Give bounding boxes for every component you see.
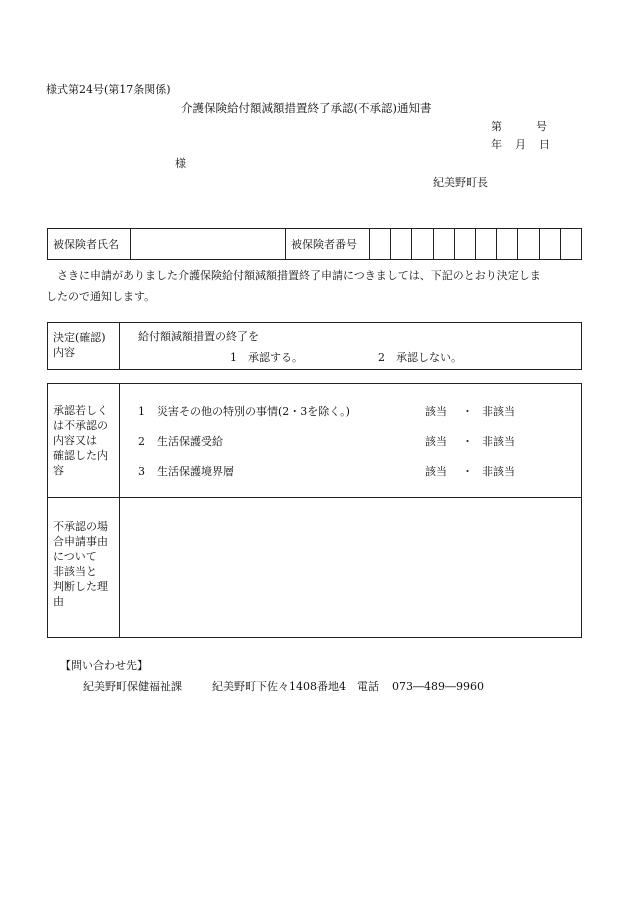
issuer: 紀美野町長 [433, 176, 488, 189]
reason-label-line: 判断した理 [53, 580, 108, 593]
insured-number-digit[interactable] [370, 229, 391, 260]
approval-item-number: 3 [138, 465, 145, 478]
insured-number-digit[interactable] [391, 229, 412, 260]
contact-tel-label: 電話 [357, 680, 379, 693]
decision-label-cell [48, 323, 120, 370]
insured-number-digit[interactable] [560, 229, 581, 260]
approval-item-separator: ・ [462, 435, 473, 448]
insured-name-value[interactable] [131, 229, 286, 260]
approval-item-applicable[interactable]: 該当 [425, 405, 447, 418]
contact-tel: 073―489―9960 [392, 680, 484, 693]
reason-label-cell [48, 498, 120, 638]
approval-label-line: 内容又は [53, 434, 97, 447]
approval-item-text: 生活保護境界層 [157, 465, 234, 478]
addressee: 様 [175, 157, 186, 170]
approval-item-number: 1 [138, 405, 145, 418]
decision-table [47, 322, 582, 370]
doc-number-dai: 第 [491, 120, 502, 133]
insured-number-label: 被保険者番号 [291, 237, 357, 251]
approval-item-number: 2 [138, 435, 145, 448]
approval-content-cell [120, 384, 582, 498]
contact-heading: 【問い合わせ先】 [60, 659, 148, 672]
reason-label-line: 合申請事由 [53, 535, 108, 548]
decision-option-approve[interactable]: 1 承認する。 [230, 351, 303, 364]
decision-option-reject[interactable]: 2 承認しない。 [378, 351, 462, 364]
approval-label-line: 確認した内 [53, 449, 108, 462]
approval-item-not-applicable[interactable]: 非該当 [482, 465, 515, 478]
reason-label-line: 非該当と [53, 565, 97, 578]
decision-content-cell [120, 323, 582, 370]
approval-item-applicable[interactable]: 該当 [425, 435, 447, 448]
approval-label-line: 容 [53, 464, 64, 477]
reason-label-line: について [53, 550, 97, 563]
document-title: 介護保険給付額減額措置終了承認(不承認)通知書 [181, 101, 432, 115]
insured-number-digit[interactable] [454, 229, 475, 260]
approval-table [47, 383, 582, 638]
insured-number-label-cell [286, 229, 370, 260]
date-day: 日 [539, 138, 550, 151]
form-number: 様式第24号(第17条関係) [46, 83, 171, 96]
doc-number-go: 号 [536, 120, 547, 133]
insured-name-label-cell [48, 229, 131, 260]
reason-content-cell[interactable] [120, 498, 582, 638]
reason-label-line: 不承認の場 [53, 520, 108, 533]
date-month: 月 [515, 138, 526, 151]
approval-item-applicable[interactable]: 該当 [425, 465, 447, 478]
approval-label-cell [48, 384, 120, 498]
contact-department: 紀美野町保健福祉課 [83, 680, 182, 693]
approval-item-separator: ・ [462, 405, 473, 418]
insured-table [47, 228, 582, 260]
intro-line-2: したので通知します。 [46, 290, 156, 303]
insured-name-label: 被保険者氏名 [53, 237, 119, 251]
decision-label-line1: 決定(確認) [53, 331, 106, 344]
decision-label-line2: 内容 [53, 346, 75, 359]
approval-label-line: 承認若しく [53, 404, 108, 417]
reason-label-line: 由 [53, 595, 64, 608]
intro-line-1: さきに申請がありました介護保険給付額減額措置終了申請につきましては、下記のとおり決定しま [57, 269, 541, 282]
approval-item-not-applicable[interactable]: 非該当 [482, 405, 515, 418]
insured-number-digit[interactable] [497, 229, 518, 260]
approval-item-text: 生活保護受給 [157, 435, 223, 448]
insured-number-digit[interactable] [412, 229, 433, 260]
approval-label-line: は不承認の [53, 419, 108, 432]
approval-item-separator: ・ [462, 465, 473, 478]
approval-item-text: 災害その他の特別の事情(2・3を除く。) [157, 405, 350, 418]
insured-number-digit[interactable] [475, 229, 496, 260]
insured-number-digit[interactable] [518, 229, 539, 260]
date-year: 年 [491, 138, 502, 151]
decision-heading: 給付額減額措置の終了を [138, 330, 259, 343]
contact-address: 紀美野町下佐々1408番地4 [212, 680, 346, 693]
insured-number-digit[interactable] [539, 229, 560, 260]
approval-item-not-applicable[interactable]: 非該当 [482, 435, 515, 448]
insured-number-digit[interactable] [433, 229, 454, 260]
